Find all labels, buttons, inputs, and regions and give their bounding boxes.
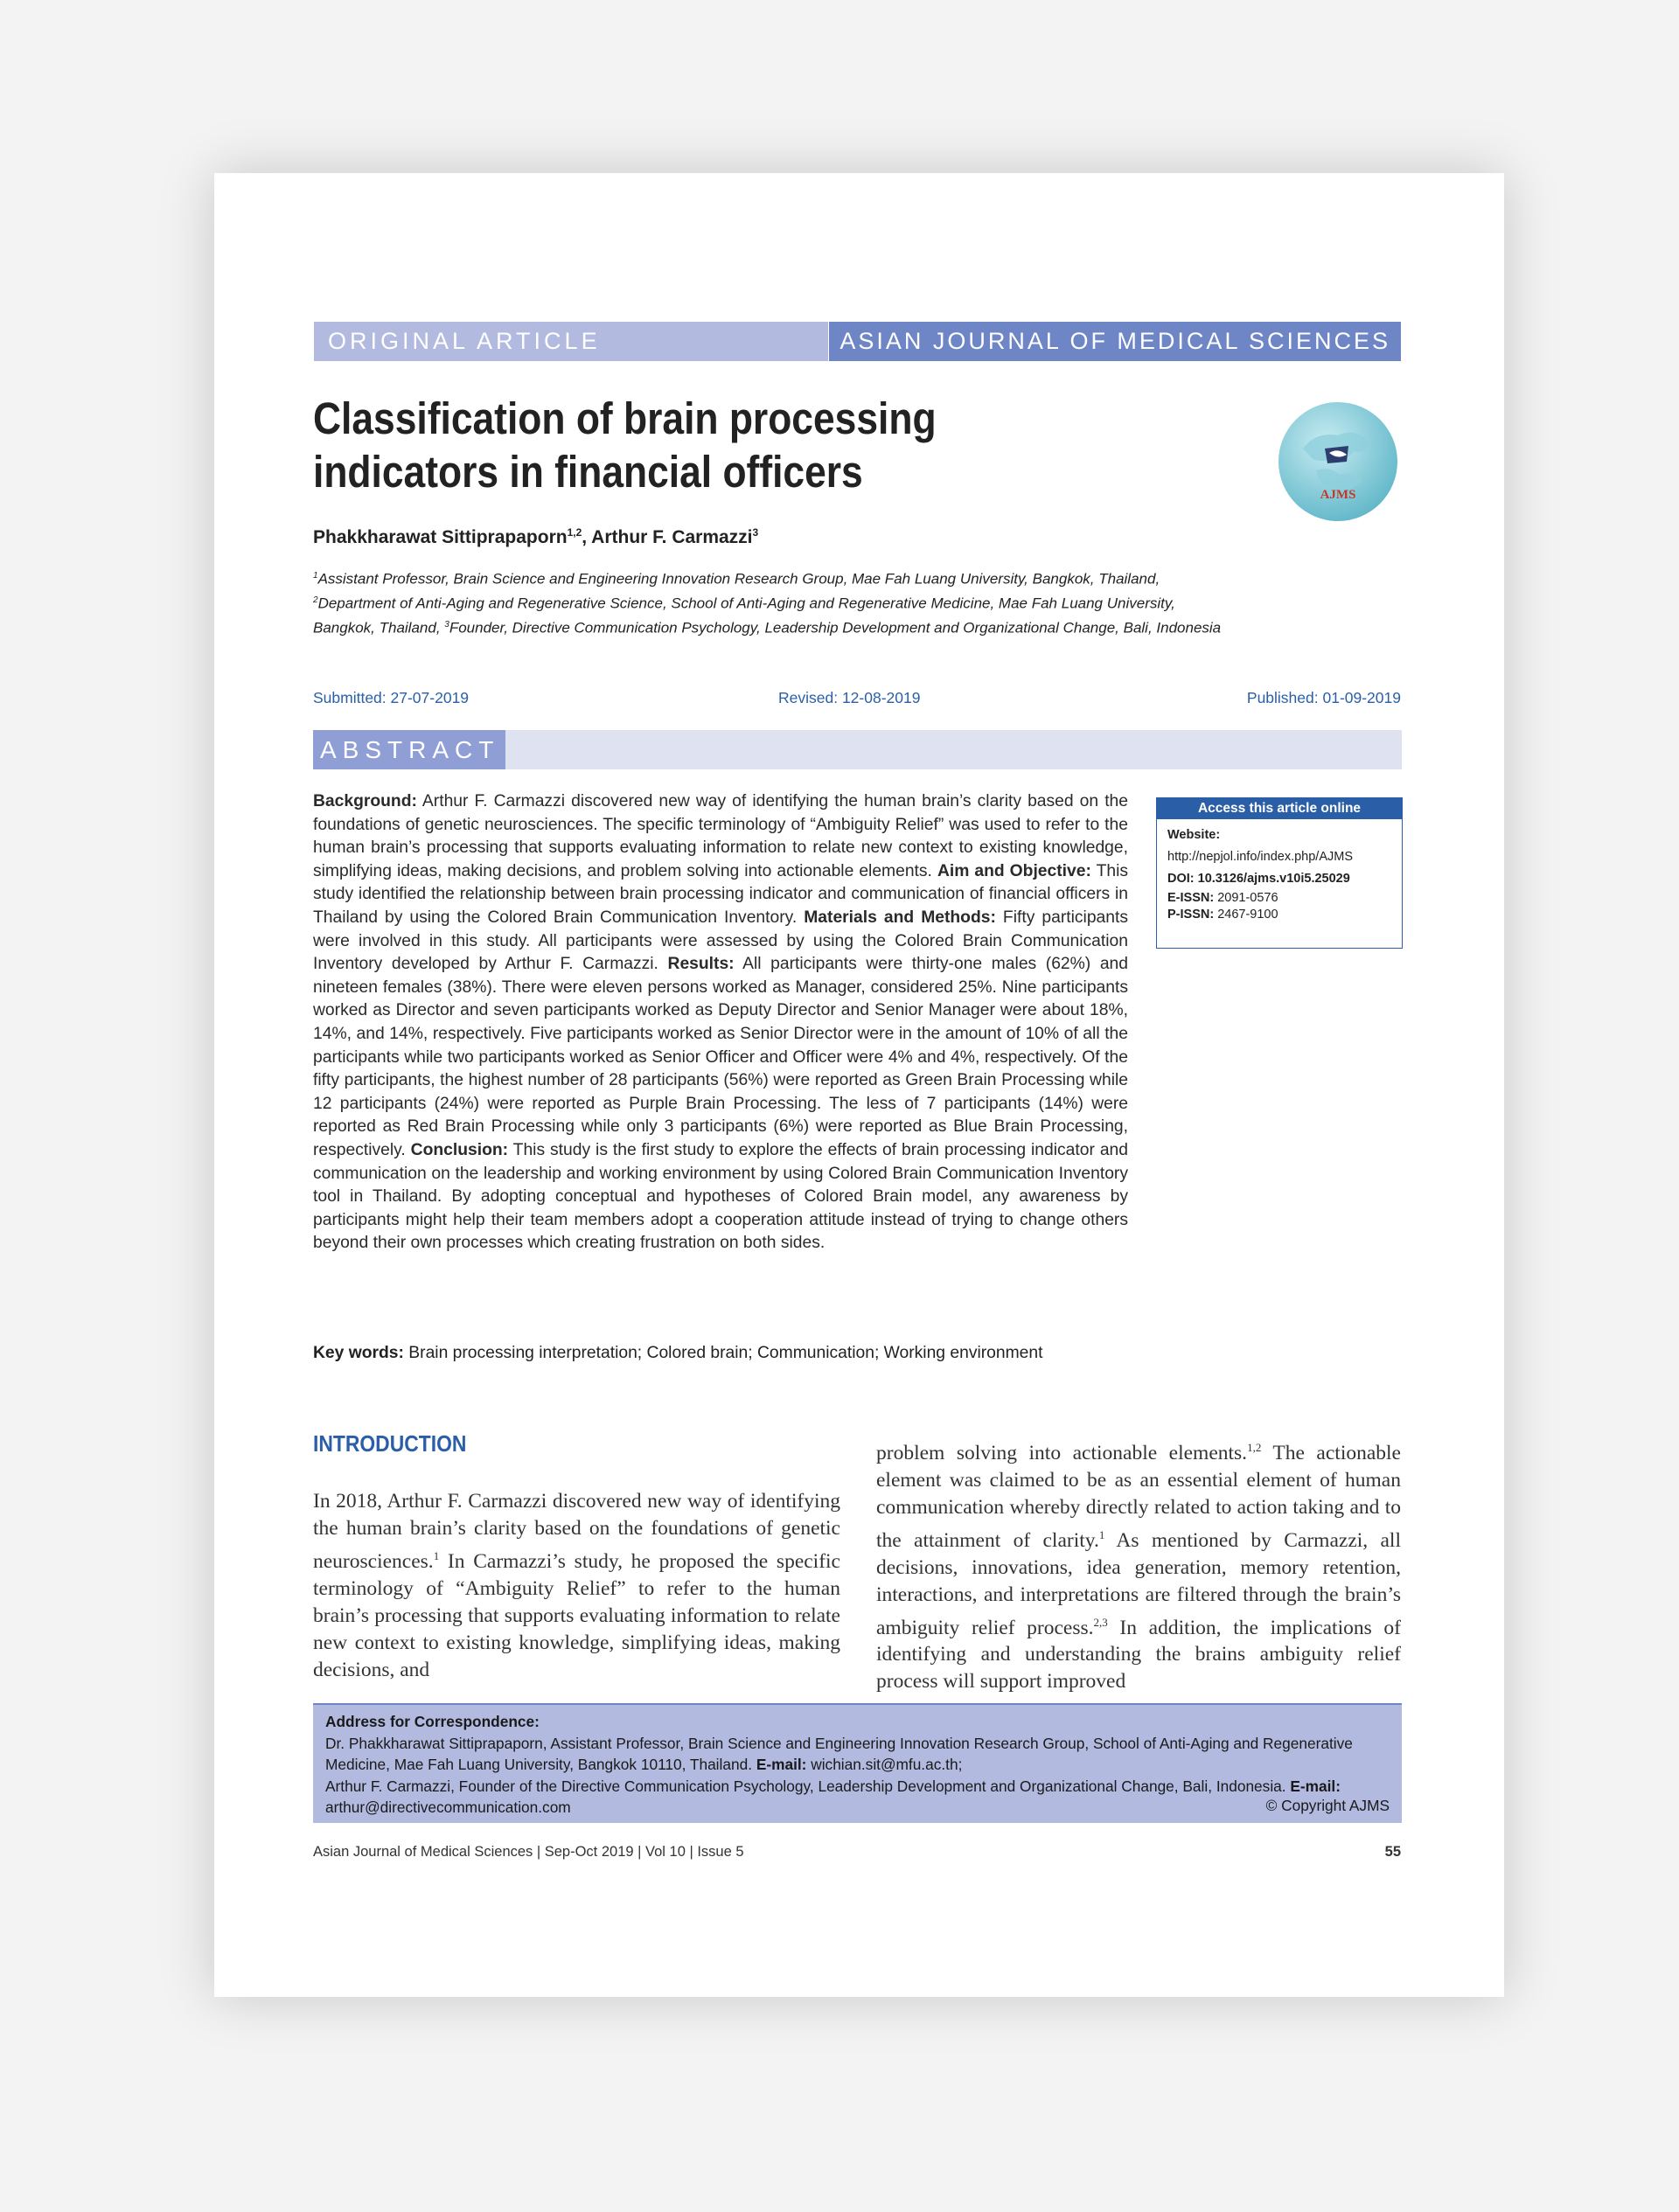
intro-column-1 xyxy=(313,1488,840,1684)
pissn-label: P-ISSN: xyxy=(1167,908,1215,922)
correspondence-line-1: Dr. Phakkharawat Sittiprapaporn, Assistant Professor, Brain Science and Engineering Innovation Research Group, School of Anti-Aging and Regenerative Medicine, Mae Fah Luang University, Bangkok 10110, Thailand. xyxy=(325,1734,1353,1773)
journal-label: ASIAN JOURNAL OF MEDICAL SCIENCES xyxy=(829,322,1401,361)
affil-3: Founder, Directive Communication Psychology, Leadership Development and Organizational Change, Bali, Indonesia xyxy=(449,619,1222,636)
intro-col2-text-b: The actionable element was claimed to be as an essential element of human communication whereby directly related to action taking and to the attainment of clarity. xyxy=(876,1441,1401,1552)
email-1[interactable]: wichian.sit@mfu.ac.th; xyxy=(806,1756,963,1773)
abstract-body xyxy=(313,790,1128,1256)
intro-col2-text-d: In addition, the implications of identifying and understanding the brains ambiguity relief process will support improved xyxy=(876,1616,1401,1694)
affil-1: Assistant Professor, Brain Science and Engineering Innovation Research Group, Mae Fah Luang University, Bangkok, Thailand, xyxy=(317,570,1160,588)
access-heading: Access this article online xyxy=(1157,798,1402,819)
copyright: © Copyright AJMS xyxy=(1265,1796,1390,1814)
logo-text: AJMS xyxy=(1320,488,1356,502)
intro-col2-sup-3: 2,3 xyxy=(1093,1615,1108,1629)
intro-col2-text-a: problem solving into actionable elements. xyxy=(876,1441,1248,1464)
author-1: Phakkharawat Sittiprapaporn xyxy=(313,527,568,547)
intro-col1-text-a: In 2018, Arthur F. Carmazzi discovered new way of identifying the human brain’s clarity based on the foundations of genetic neurosciences. xyxy=(313,1490,840,1573)
eissn-label: E-ISSN: xyxy=(1167,891,1215,905)
affil-sup-2: 2 xyxy=(313,595,318,606)
abstract-conclusion-label: Conclusion: xyxy=(410,1140,509,1159)
affil-sup-3: 3 xyxy=(444,620,449,630)
authors xyxy=(313,526,758,548)
keywords-label: Key words: xyxy=(313,1344,404,1362)
affil-sup-1: 1 xyxy=(313,571,318,581)
page-number: 55 xyxy=(1384,1844,1401,1860)
introduction-heading: INTRODUCTION xyxy=(313,1430,467,1457)
eissn: 2091-0576 xyxy=(1214,891,1278,905)
keywords xyxy=(313,1342,1128,1366)
keywords-text: Brain processing interpretation; Colored brain; Communication; Working environment xyxy=(403,1344,1043,1362)
doi: DOI: 10.3126/ajms.v10i5.25029 xyxy=(1167,872,1350,886)
correspondence-box xyxy=(313,1703,1402,1823)
pissn: 2467-9100 xyxy=(1214,908,1278,922)
email-1-label: E-mail: xyxy=(756,1756,807,1773)
footer-citation: Asian Journal of Medical Sciences | Sep-Oct 2019 | Vol 10 | Issue 5 xyxy=(313,1844,744,1860)
email-2[interactable]: arthur@directivecommunication.com xyxy=(325,1798,571,1816)
article-title: Classification of brain processing indicators in financial officers xyxy=(313,393,937,497)
website-link[interactable]: http://nepjol.info/index.php/AJMS xyxy=(1167,850,1353,864)
section-label: ORIGINAL ARTICLE xyxy=(314,322,828,361)
abstract-results-label: Results: xyxy=(667,955,735,974)
abstract-background-text: Arthur F. Carmazzi discovered new way of identifying the human brain’s clarity based on the foundations of genetic neurosciences. The specific terminology of “Ambiguity Relief” was used to refer to the human brain’s processing that supports evaluating information to relate new context to existing knowledge, simplifying ideas, making decisions, and problem solving into actionable elements. xyxy=(313,792,1128,880)
journal-page xyxy=(214,173,1504,1997)
abstract-aim-label: Aim and Objective: xyxy=(937,861,1091,880)
journal-logo xyxy=(1277,400,1399,523)
access-online-box xyxy=(1156,797,1403,949)
author-2-sup: 3 xyxy=(752,526,759,539)
author-1-sup: 1,2 xyxy=(567,526,582,539)
submitted-date: Submitted: 27-07-2019 xyxy=(313,689,470,706)
affil-2: Department of Anti-Aging and Regenerative Science, School of Anti-Aging and Regenerative Medicine, Mae Fah Luang University, Bangkok, Thailand, xyxy=(313,595,1175,636)
author-separator: , xyxy=(582,527,592,547)
affiliations xyxy=(313,566,1240,639)
abstract-conclusion-text: This study is the first study to explore the effects of brain processing indicator and communication on the leadership and working environment by using Colored Brain Communication Inventory tool in Thailand. By adopting conceptual and hypotheses of Colored Brain model, any awareness by participants might help their team members adopt a cooperation attitude instead of trying to change others beyond their own processes which creating frustration on both sides. xyxy=(313,1140,1128,1253)
intro-col1-text-b: In Carmazzi’s study, he proposed the specific terminology of “Ambiguity Relief” to refer to the human brain’s processing that supports evaluating information to relate new context to existing knowledge, simplifying ideas, making decisions, and xyxy=(313,1549,840,1681)
abstract-methods-text: Fifty participants were involved in this study. All participants were assessed by using the Colored Brain Communication Inventory developed by Arthur F. Carmazzi. xyxy=(313,908,1128,974)
intro-col2-text-c: As mentioned by Carmazzi, all decisions, innovations, idea generation, memory retention, interactions, and interpretations are filtered through the brain’s ambiguity relief process. xyxy=(876,1528,1401,1639)
abstract-aim-text: This study identified the relationship between brain processing indicator and communication of financial officers in Thailand by using the Colored Brain Communication Inventory. xyxy=(313,861,1128,927)
correspondence-line-2: Arthur F. Carmazzi, Founder of the Directive Communication Psychology, Leadership Development and Organizational Change, Bali, Indonesia. xyxy=(325,1777,1291,1795)
intro-col2-sup-2: 1 xyxy=(1098,1527,1105,1541)
abstract-results-text: All participants were thirty-one males (62%) and nineteen females (38%). There were eleven persons worked as Manager, considered 25%. Nine participants worked as Director and seven participants worked as Deputy Director and Senior Manager were about 18%, 14%, and 14%, respectively. Five participants worked as Senior Director were in the amount of 10% of all the participants while two participants worked as Senior Officer and Officer were 4% and 4%, respectively. Of the fifty participants, the highest number of 28 participants (56%) were reported as Green Brain Processing while 12 participants (24%) were reported as Purple Brain Processing. The less of 7 participants (14%) were reported as Red Brain Processing while only 3 participants (6%) were reported as Blue Brain Processing, respectively. xyxy=(313,955,1128,1159)
email-2-label: E-mail: xyxy=(1290,1777,1341,1795)
correspondence-heading: Address for Correspondence: xyxy=(325,1713,540,1730)
website-label: Website: xyxy=(1167,828,1221,842)
intro-col1-sup: 1 xyxy=(433,1549,440,1562)
author-2: Arthur F. Carmazzi xyxy=(591,527,753,547)
abstract-background-label: Background: xyxy=(313,792,417,810)
abstract-label: ABSTRACT xyxy=(313,730,505,769)
intro-column-2 xyxy=(876,1434,1401,1695)
abstract-methods-label: Materials and Methods: xyxy=(804,908,996,927)
published-date: Published: 01-09-2019 xyxy=(1246,689,1401,706)
intro-col2-sup-1: 1,2 xyxy=(1247,1441,1262,1454)
revised-date: Revised: 12-08-2019 xyxy=(778,689,921,706)
